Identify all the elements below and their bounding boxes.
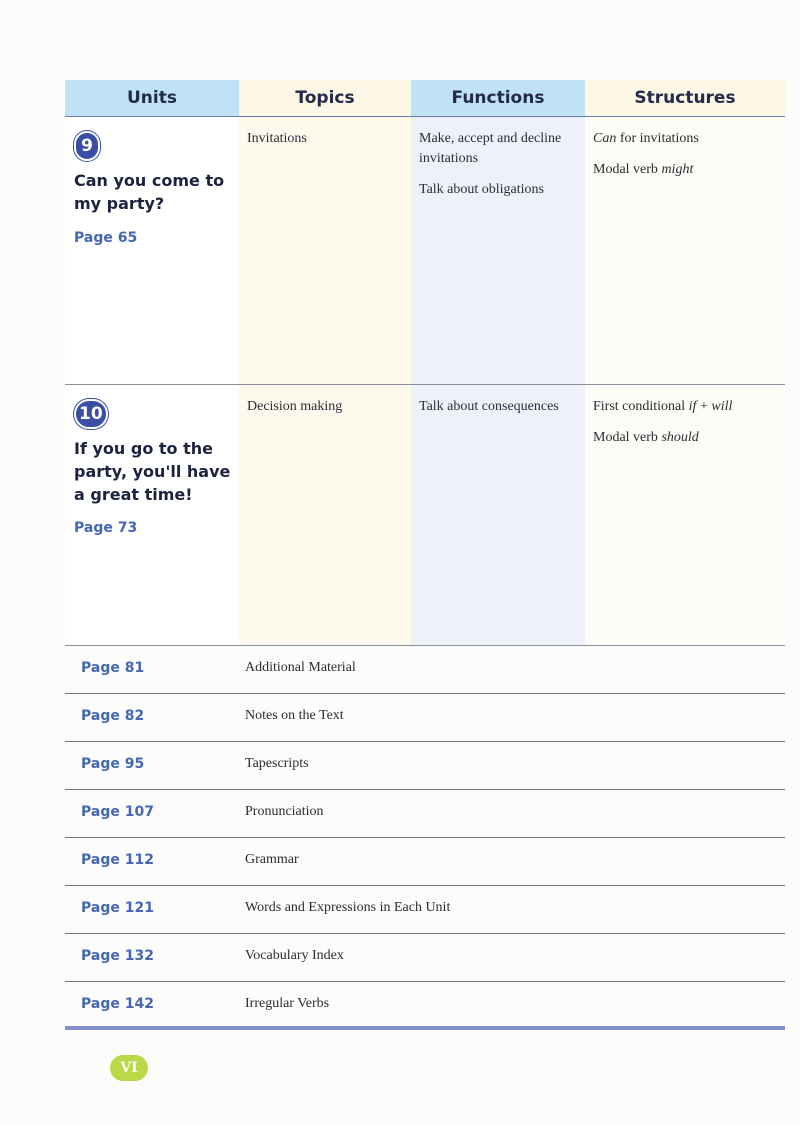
table-bottom-rule xyxy=(65,1026,785,1030)
topic-text: Decision making xyxy=(247,399,343,414)
table-of-contents xyxy=(65,80,785,1030)
structures-cell xyxy=(585,385,785,645)
page-number-badge: VI xyxy=(110,1055,148,1081)
reference-page-link[interactable]: Page 112 xyxy=(81,852,154,868)
reference-page-link[interactable]: Page 81 xyxy=(81,660,145,676)
reference-row xyxy=(65,790,785,837)
topic-text: Invitations xyxy=(247,131,307,146)
topics-cell xyxy=(239,117,411,384)
structure-text: Can for invitations xyxy=(593,131,699,146)
reference-label: Vocabulary Index xyxy=(245,948,344,963)
reference-label: Irregular Verbs xyxy=(245,996,330,1011)
reference-row xyxy=(65,838,785,885)
reference-label: Words and Expressions in Each Unit xyxy=(245,900,451,915)
structures-cell xyxy=(585,117,785,384)
reference-page-link[interactable]: Page 82 xyxy=(81,708,145,724)
reference-row xyxy=(65,646,785,693)
reference-page-link[interactable]: Page 95 xyxy=(81,756,145,772)
unit-page-link[interactable]: Page 73 xyxy=(74,520,138,536)
structure-text: Modal verb might xyxy=(593,162,694,177)
unit-number-badge: 10 xyxy=(74,399,108,429)
function-text: Talk about consequences xyxy=(419,399,559,414)
unit-cell xyxy=(65,385,239,645)
unit-row-9 xyxy=(65,117,785,384)
header-functions: Functions xyxy=(411,80,585,116)
unit-title: If you go to the party, you'll have a great time! xyxy=(74,439,231,504)
reference-page-link[interactable]: Page 132 xyxy=(81,948,154,964)
reference-label: Pronunciation xyxy=(245,804,324,819)
unit-page-link[interactable]: Page 65 xyxy=(74,230,138,246)
topics-cell xyxy=(239,385,411,645)
reference-row xyxy=(65,694,785,741)
reference-row xyxy=(65,742,785,789)
function-text: Make, accept and decline invitations xyxy=(419,131,562,166)
reference-page-link[interactable]: Page 121 xyxy=(81,900,154,916)
reference-page-link[interactable]: Page 107 xyxy=(81,804,154,820)
unit-title: Can you come to my party? xyxy=(74,171,225,213)
reference-row xyxy=(65,982,785,1029)
toc-header-row xyxy=(65,80,785,116)
unit-cell xyxy=(65,117,239,384)
header-topics: Topics xyxy=(239,80,411,116)
structure-text: First conditional if + will xyxy=(593,399,733,414)
reference-label: Grammar xyxy=(245,852,299,867)
functions-cell xyxy=(411,385,585,645)
reference-row xyxy=(65,886,785,933)
unit-row-10 xyxy=(65,385,785,645)
structure-text: Modal verb should xyxy=(593,430,699,445)
reference-row xyxy=(65,934,785,981)
reference-label: Tapescripts xyxy=(245,756,309,771)
unit-number-badge: 9 xyxy=(74,131,100,161)
reference-label: Notes on the Text xyxy=(245,708,344,723)
header-structures: Structures xyxy=(585,80,785,116)
function-text: Talk about obligations xyxy=(419,182,545,197)
header-units: Units xyxy=(65,80,239,116)
reference-label: Additional Material xyxy=(245,660,356,675)
functions-cell xyxy=(411,117,585,384)
reference-page-link[interactable]: Page 142 xyxy=(81,996,154,1012)
